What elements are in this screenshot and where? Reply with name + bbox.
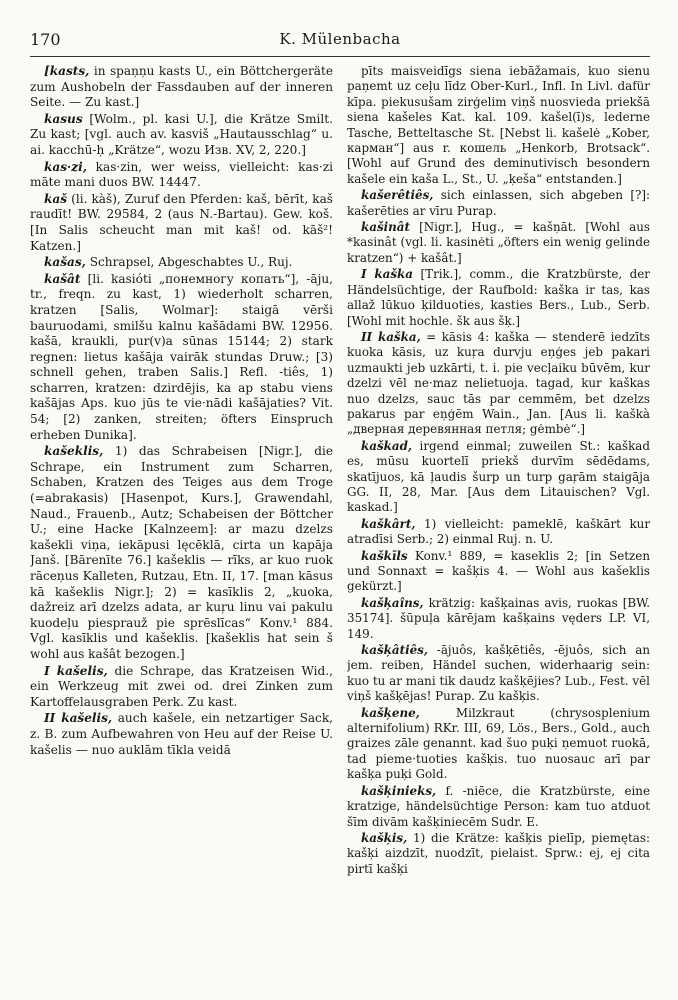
entry-text: = kāsis 4: kaška — stenderē iedzīts kuoka kāsis, uz kuŗa durvju eņģes jeb pakari uzmaukti jeb uzkārti, t. i. pie vecļaiku būvēm, kur dzelzi vēl ne·maz nelietuoja. tagad, kur kaškas nuo dzelzs, sauc tās par cemmēm, bet dzelzs pakarus par eņģēm Wain., Jan. [Aus li. kaškà „дверная деревянная петля; gėmbė“.]	[347, 329, 650, 437]
entry-text: kas·zin, wer weiss, vielleicht: kas·zi māte mani duos BW. 14447.	[30, 159, 333, 190]
entry-text: in spaņņu kasts U., ein Böttchergeräte zum Aushobeln der Fassdauben auf der inneren Seite. — Zu kast.]	[30, 64, 333, 110]
entry-text: krätzig: kašķainas avis, ruokas [BW. 35174]. šūpuļa kārējam kašķains vęders LP. VI, 149.	[347, 595, 650, 641]
entry-headword: I kaška	[361, 267, 413, 282]
entry-text: [li. kasióti „понемногу копать“], -āju, tr., freqn. zu kast, 1) wiederholt scharren, kratzen [Salis, Wolmar]: staigā vērši bauruodami, smilšu kalnu kašādami BW. 12956. kašā, kraukli, pur(v)a sūnas 15144; 2) stark regnen: lietus kašāja vairāk stundas Druw.; [3) schnell gehen, traben Salis.] Refl. -tiês, 1) scharren, kratzen: dzirdējis, ka ap stabu viens kašājas Aps. kuo jūs te vie·nādi kašājaties? Vit. 54; [2) zanken, streiten; öfters Einspruch erheben Dunika].	[30, 271, 333, 442]
entry-headword: kašķâtiês,	[361, 643, 428, 658]
entry-headword: kašķis,	[361, 830, 408, 845]
entry-headword: kašķene,	[361, 705, 420, 720]
entry-text: Konv.¹ 889, = kaseklis 2; [in Setzen und Sonnaxt = kašķis 4. — Wohl aus kašeklis gekürzt.]	[347, 548, 650, 594]
dictionary-entry	[347, 706, 650, 783]
entry-headword: I kašelis,	[44, 663, 108, 678]
entry-text: auch kašele, ein netzartiger Sack, z. B. zum Aufbewahren von Heu auf der Reise U. kašelis — nuo auklām tīkla veidā	[30, 711, 333, 757]
entry-text: irgend einmal; zuweilen St.: kaškad es, mūsu kuortelī priekš durvīm sēdēdams, skatījuos, kā ļaudis šurp un turp gaŗām staigāja GG. II, 28, Mar. [Aus dem Litauischen? Vgl. kaskad.]	[347, 438, 650, 515]
dictionary-entry	[347, 549, 650, 595]
entry-headword: kašinât	[361, 220, 410, 235]
dictionary-entry	[347, 596, 650, 642]
entry-headword: kaškârt,	[361, 516, 416, 531]
page-header	[30, 30, 650, 57]
entry-text: die Schrape, das Kratzeisen Wid., ein Werkzeug mit zwei od. drei Zinken zum Kartoffelausgraben Perk. Zu kast.	[30, 663, 333, 709]
entry-text: 1) vielleicht: pameklē, kaškārt kur atradīsi Serb.; 2) einmal Ruj. n. U.	[347, 516, 650, 547]
dictionary-entry	[30, 272, 333, 444]
entry-text: sich einlassen, sich abgeben [?]: kašerēties ar vīru Purap.	[347, 188, 650, 218]
entry-text: f. -niēce, die Kratzbürste, eine kratzige, händelsüchtige Person: kam tuo atduot šīm divām kašķiniecēm Sudr. E.	[347, 783, 650, 829]
dictionary-entry	[30, 711, 333, 758]
entry-text: Schrapsel, Abgeschabtes U., Ruj.	[89, 255, 293, 270]
entry-headword: kasus	[44, 111, 83, 126]
entry-headword: kaškad,	[361, 438, 413, 453]
entry-headword: kašķaîns,	[361, 595, 424, 610]
dictionary-entry	[30, 112, 333, 159]
dictionary-entry	[347, 517, 650, 548]
dictionary-entry	[347, 831, 650, 877]
running-head-author: K. Mülenbacha	[279, 30, 401, 48]
entry-text: (li. kàš), Zuruf den Pferden: kaš, bērīt, kaš raudīt! BW. 29584, 2 (aus N.-Bartau). Gew. koš. [In Salis scheucht man mit kaš! od. kāš²! Katzen.]	[30, 191, 333, 253]
entry-text: 1) die Krätze: kašķis pielīp, piemętas: kašķi aizdzīt, nuodzīt, pielaist. Sprw.: ej, ej cita pirtī kašķi	[347, 830, 650, 876]
page-number: 170	[30, 30, 61, 49]
entry-headword: kašerêtiês,	[361, 188, 434, 203]
dictionary-entry	[347, 643, 650, 705]
dictionary-entry	[347, 330, 650, 438]
dictionary-entry	[347, 439, 650, 516]
dictionary-entry	[30, 64, 333, 111]
entry-headword: kašât	[44, 271, 81, 286]
entry-text: -ājuôs, kašķētiês, -ējuôs, sich an jem. reiben, Händel suchen, widerhaarig sein: kuo tu ar mani tik daudz kašķējies? Lub., Fest. vēl viņš kašķējas! Purap. Zu kašķis.	[347, 643, 650, 704]
entry-headword: kas·zi,	[44, 159, 87, 174]
dictionary-entry	[347, 784, 650, 830]
dictionary-entry	[347, 267, 650, 329]
entry-headword: II kašelis,	[44, 711, 113, 726]
entry-text: [Wolm., pl. kasi U.], die Krätze Smilt. Zu kast; [vgl. auch av. kasviš „Hautausschlag“ u. ai. kacchū-ḥ „Krätze“, wozu Изв. XV, 2, 220.]	[30, 111, 333, 157]
dictionary-entry	[30, 664, 333, 711]
left-column	[30, 64, 333, 992]
dictionary-entry	[30, 160, 333, 191]
dictionary-columns	[30, 64, 650, 992]
entry-text: Milzkraut (chrysosplenium alternifolium) RKr. III, 69, Lös., Bers., Gold., auch graizes zāle genannt. kad šuo puķi ņemuot ruokā, tad pieme·tuoties kašķis. tuo nuosauc arī par kašķa puķi Gold.	[347, 705, 650, 782]
dictionary-entry	[347, 220, 650, 266]
dictionary-entry	[347, 64, 650, 187]
entry-headword: kaškīls	[361, 548, 408, 563]
entry-headword: II kaška,	[361, 329, 421, 344]
entry-headword: kašķinieks,	[361, 783, 437, 798]
entry-headword: [kasts,	[44, 64, 90, 78]
entry-headword: kaš	[44, 191, 68, 206]
right-column	[347, 64, 650, 992]
dictionary-entry	[30, 255, 333, 271]
entry-text: 1) das Schrabeisen [Nigr.], die Schrape, ein Instrument zum Scharren, Schaben, Kratzen des Teiges aus dem Troge (=abrakasis) [Hasenpot, Kurs.], Grawendahl, Naud., Frauenb., Autz; Schabeisen der Böttcher U.; eine Hacke [Kalnzeem]: ar mazu dzelzs kašekli viņa, iekāpusi lęcēklā, cirta un kapāja Janš. [Bārenīte 76.] kašeklis — rīks, ar kuo ruok rāceņus Kalleten, Rutzau, Etn. II, 17. [man kāsus kā kašeklis Nigr.]; 2) = kasīklis 2, „kuoka, dažreiz arī dzelzs adata, ar kuŗu linu vai pakulu kuodeļu piesprauž pie sprēslīcas“ Konv.¹ 884. Vgl. kasīklis und kašeklis. [kašeklis hat sein š wohl aus kašât bezogen.]	[30, 444, 333, 661]
entry-headword: kašeklis,	[44, 444, 104, 459]
entry-headword: kašas,	[44, 255, 86, 270]
entry-text: [Trik.], comm., die Kratzbürste, der Händelsüchtige, der Raufbold: kaška ir tas, kas allaž lūkuo ķilduoties, kasties Bers., Lub., Serb. [Wohl mit hochle. šk aus šķ.]	[347, 267, 650, 328]
dictionary-entry	[347, 188, 650, 219]
entry-text: [Nigr.], Hug., = kašņāt. [Wohl aus *kasinât (vgl. li. kasinėti „öfters ein wenig gelinde kratzen“) + kašât.]	[347, 220, 650, 265]
entry-text: pīts maisveidīgs siena iebāžamais, kuo sienu paņemt uz ceļu līdz Ober-Kurl., Infl. In Livl. dafür kīpa. piekusušam zirģelim viņš nuosviedа priekšā siena kašeles Kat. kal. 109. kašel(ī)s, lederne Tasche, Betteltasche St. [Nebst li. kašelė „Kober, карман“] aus r. кошель „Henkorb, Brotsack“. [Wohl auf Grund des deminutivisch besondern kašele ein kaša L., St., U. „ķeša“ entstanden.]	[347, 64, 650, 186]
dictionary-entry	[30, 444, 333, 662]
dictionary-entry	[30, 192, 333, 254]
